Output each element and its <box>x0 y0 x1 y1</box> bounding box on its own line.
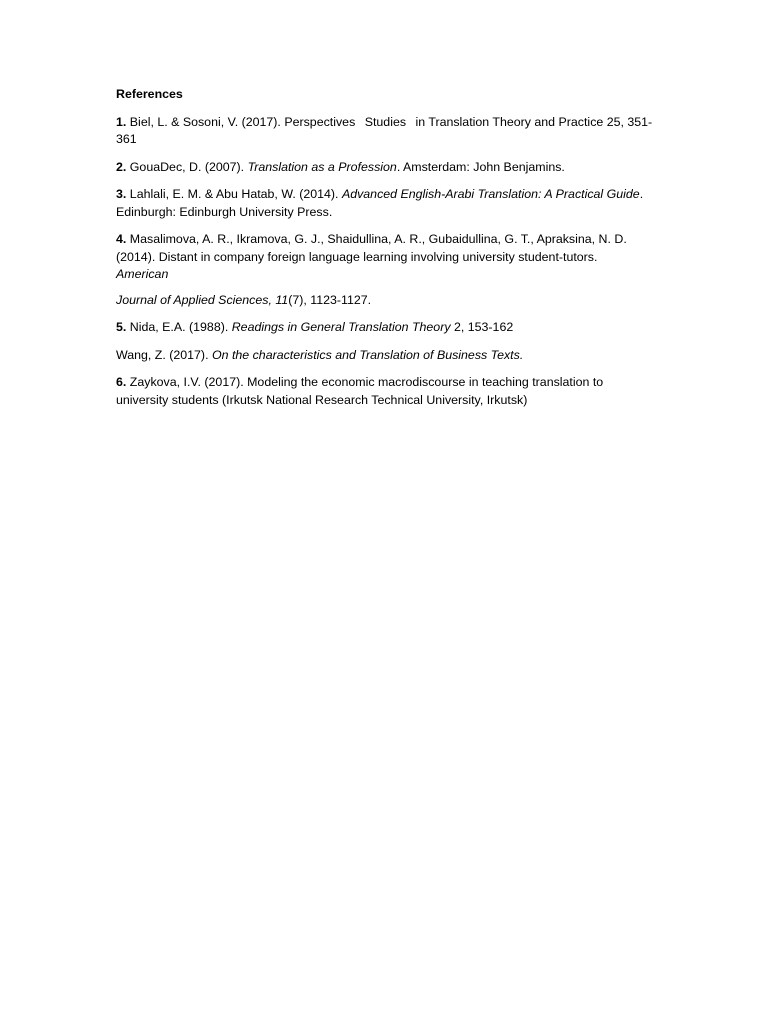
reference-source: Perspectives Studies in <box>284 114 426 129</box>
reference-wang <box>116 347 656 365</box>
reference-publisher: . Edinburgh: Edinburgh University Press. <box>116 187 644 219</box>
reference-authors: Biel, L. & Sosoni, V. (2017). <box>129 114 281 129</box>
reference-number: 1. <box>116 114 127 129</box>
reference-title: Readings in General Translation Theory <box>231 320 451 334</box>
reference-pages: 2, 153-162 <box>453 320 514 334</box>
reference-authors: GouaDec, D. (2007). <box>129 159 245 174</box>
reference-journal-part-2: Journal of Applied Sciences, 11 <box>116 292 289 307</box>
reference-title: On the characteristics and Translation of Business Texts. <box>211 347 524 362</box>
reference-pages: (7), 1123-1127. <box>288 292 372 307</box>
reference-6 <box>116 374 656 409</box>
reference-title: Advanced English-Arabi Translation: A Practical Guide <box>341 187 640 201</box>
reference-source-detail: Translation Theory and Practice 25, 351-361 <box>116 114 653 146</box>
references-page <box>116 86 656 419</box>
reference-authors-title: Masalimova, A. R., Ikramova, G. J., Shaidullina, A. R., Gubaidullina, G. T., Apraksina, N. D. (2014). Distant in company foreign language learning involving university student-tutors. <box>116 232 627 264</box>
reference-text: Zaykova, I.V. (2017). Modeling the economic macrodiscourse in teaching translation to university students (Irkutsk National Research Technical University, Irkutsk) <box>116 375 604 407</box>
references-heading: References <box>116 87 183 101</box>
reference-number: 6. <box>116 375 127 389</box>
reference-4 <box>116 231 656 284</box>
reference-authors: Nida, E.A. (1988). <box>129 320 229 334</box>
reference-number: 5. <box>116 320 127 334</box>
reference-2 <box>116 159 656 177</box>
reference-authors: Lahlali, E. M. & Abu Hatab, W. (2014). <box>129 187 339 201</box>
reference-number: 4. <box>116 232 127 246</box>
reference-authors: Wang, Z. (2017). <box>116 347 209 362</box>
reference-1 <box>116 114 656 149</box>
reference-journal-part-1: American <box>116 267 169 281</box>
reference-number: 2. <box>116 159 127 174</box>
reference-5 <box>116 319 656 337</box>
reference-title: Translation as a Profession <box>247 159 397 174</box>
reference-publisher: . Amsterdam: John Benjamins. <box>396 159 565 174</box>
reference-number: 3. <box>116 187 127 201</box>
reference-4-continued <box>116 292 656 310</box>
reference-3 <box>116 186 656 221</box>
